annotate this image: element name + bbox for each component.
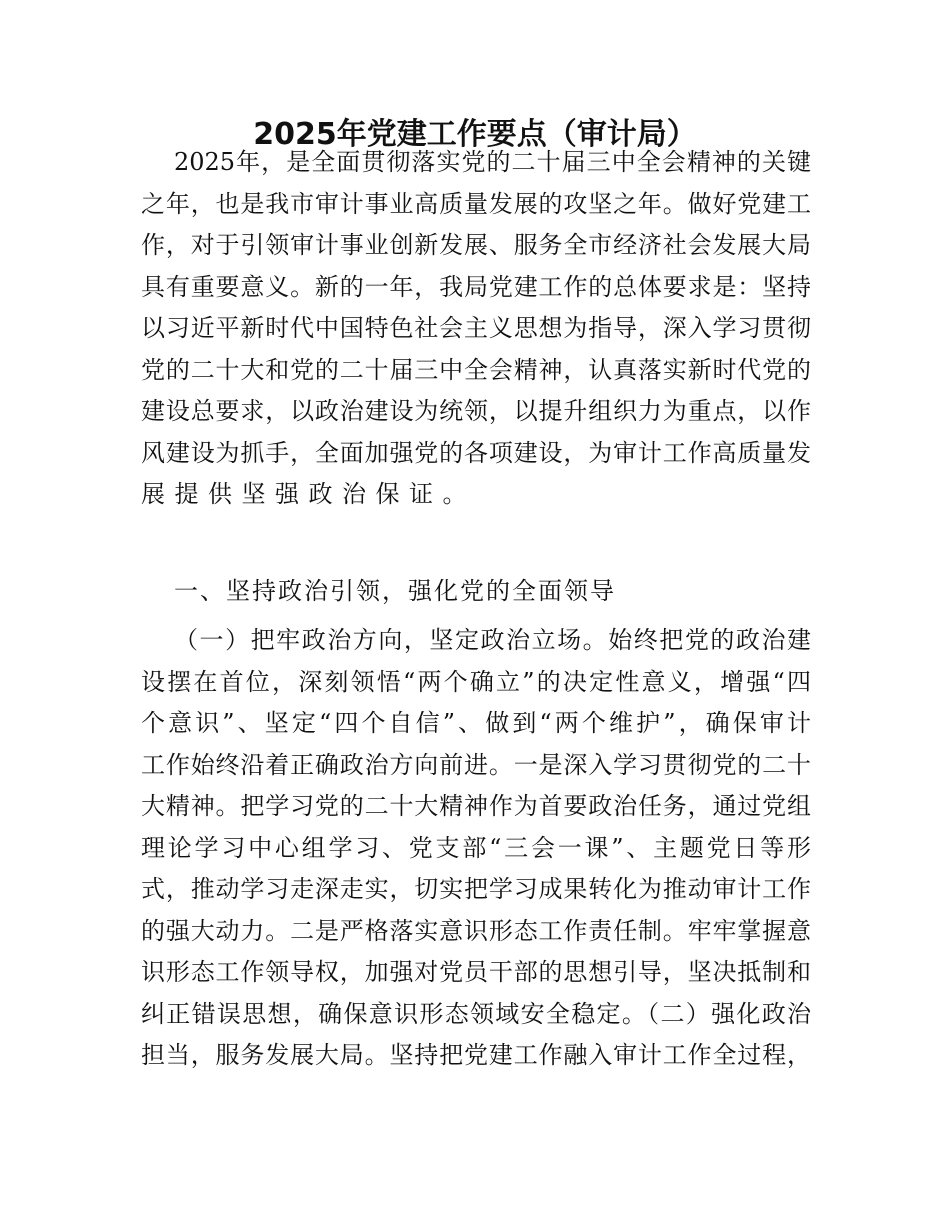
intro-paragraph: [141, 142, 811, 516]
text-line: 建设总要求，以政治建设为统领，以提升组织力为重点，以作: [141, 397, 811, 425]
text-line: 展提供坚强政治保证。: [141, 480, 476, 508]
document-title: 2025年党建工作要点（审计局）: [253, 117, 697, 152]
section-heading: 一、坚持政治引领，强化党的全面领导: [174, 577, 616, 605]
text-line: 党的二十大和党的二十届三中全会精神，认真落实新时代党的: [141, 355, 811, 384]
text-line: 2025年，是全面贯彻落实党的二十届三中全会精神的关键: [174, 148, 811, 176]
text-line: 设摆在首位，深刻领悟“两个确立”的决定性意义，增强“四: [141, 667, 811, 696]
text-line: 大精神。把学习党的二十大精神作为首要政治任务，通过党组: [141, 792, 811, 820]
text-line: 具有重要意义。新的一年，我局党建工作的总体要求是：坚持: [141, 272, 811, 301]
text-line: 以习近平新时代中国特色社会主义思想为指导，深入学习贯彻: [141, 314, 811, 342]
text-line: 个意识”、坚定“四个自信”、做到“两个维护”，确保审计: [141, 709, 811, 737]
text-line: 工作始终沿着正确政治方向前进。一是深入学习贯彻党的二十: [141, 750, 811, 779]
section1-paragraph: [141, 620, 811, 1077]
text-line: （一）把牢政治方向，坚定政治立场。始终把党的政治建: [174, 626, 811, 654]
text-line: 作，对于引领审计事业创新发展、服务全市经济社会发展大局: [141, 231, 811, 259]
text-line: 担当，服务发展大局。坚持把党建工作融入审计工作全过程，: [141, 1041, 811, 1069]
text-line: 的强大动力。二是严格落实意识形态工作责任制。牢牢掌握意: [141, 916, 811, 945]
text-line: 之年，也是我市审计事业高质量发展的攻坚之年。做好党建工: [141, 189, 811, 218]
text-line: 风建设为抓手，全面加强党的各项建设，为审计工作高质量发: [141, 438, 811, 467]
text-line: 识形态工作领导权，加强对党员干部的思想引导，坚决抵制和: [141, 958, 811, 986]
text-line: 式，推动学习走深走实，切实把学习成果转化为推动审计工作: [141, 875, 811, 903]
text-line: 理论学习中心组学习、党支部“三会一课”、主题党日等形: [141, 833, 811, 862]
text-line: 纠正错误思想，确保意识形态领域安全稳定。（二）强化政治: [141, 999, 811, 1028]
